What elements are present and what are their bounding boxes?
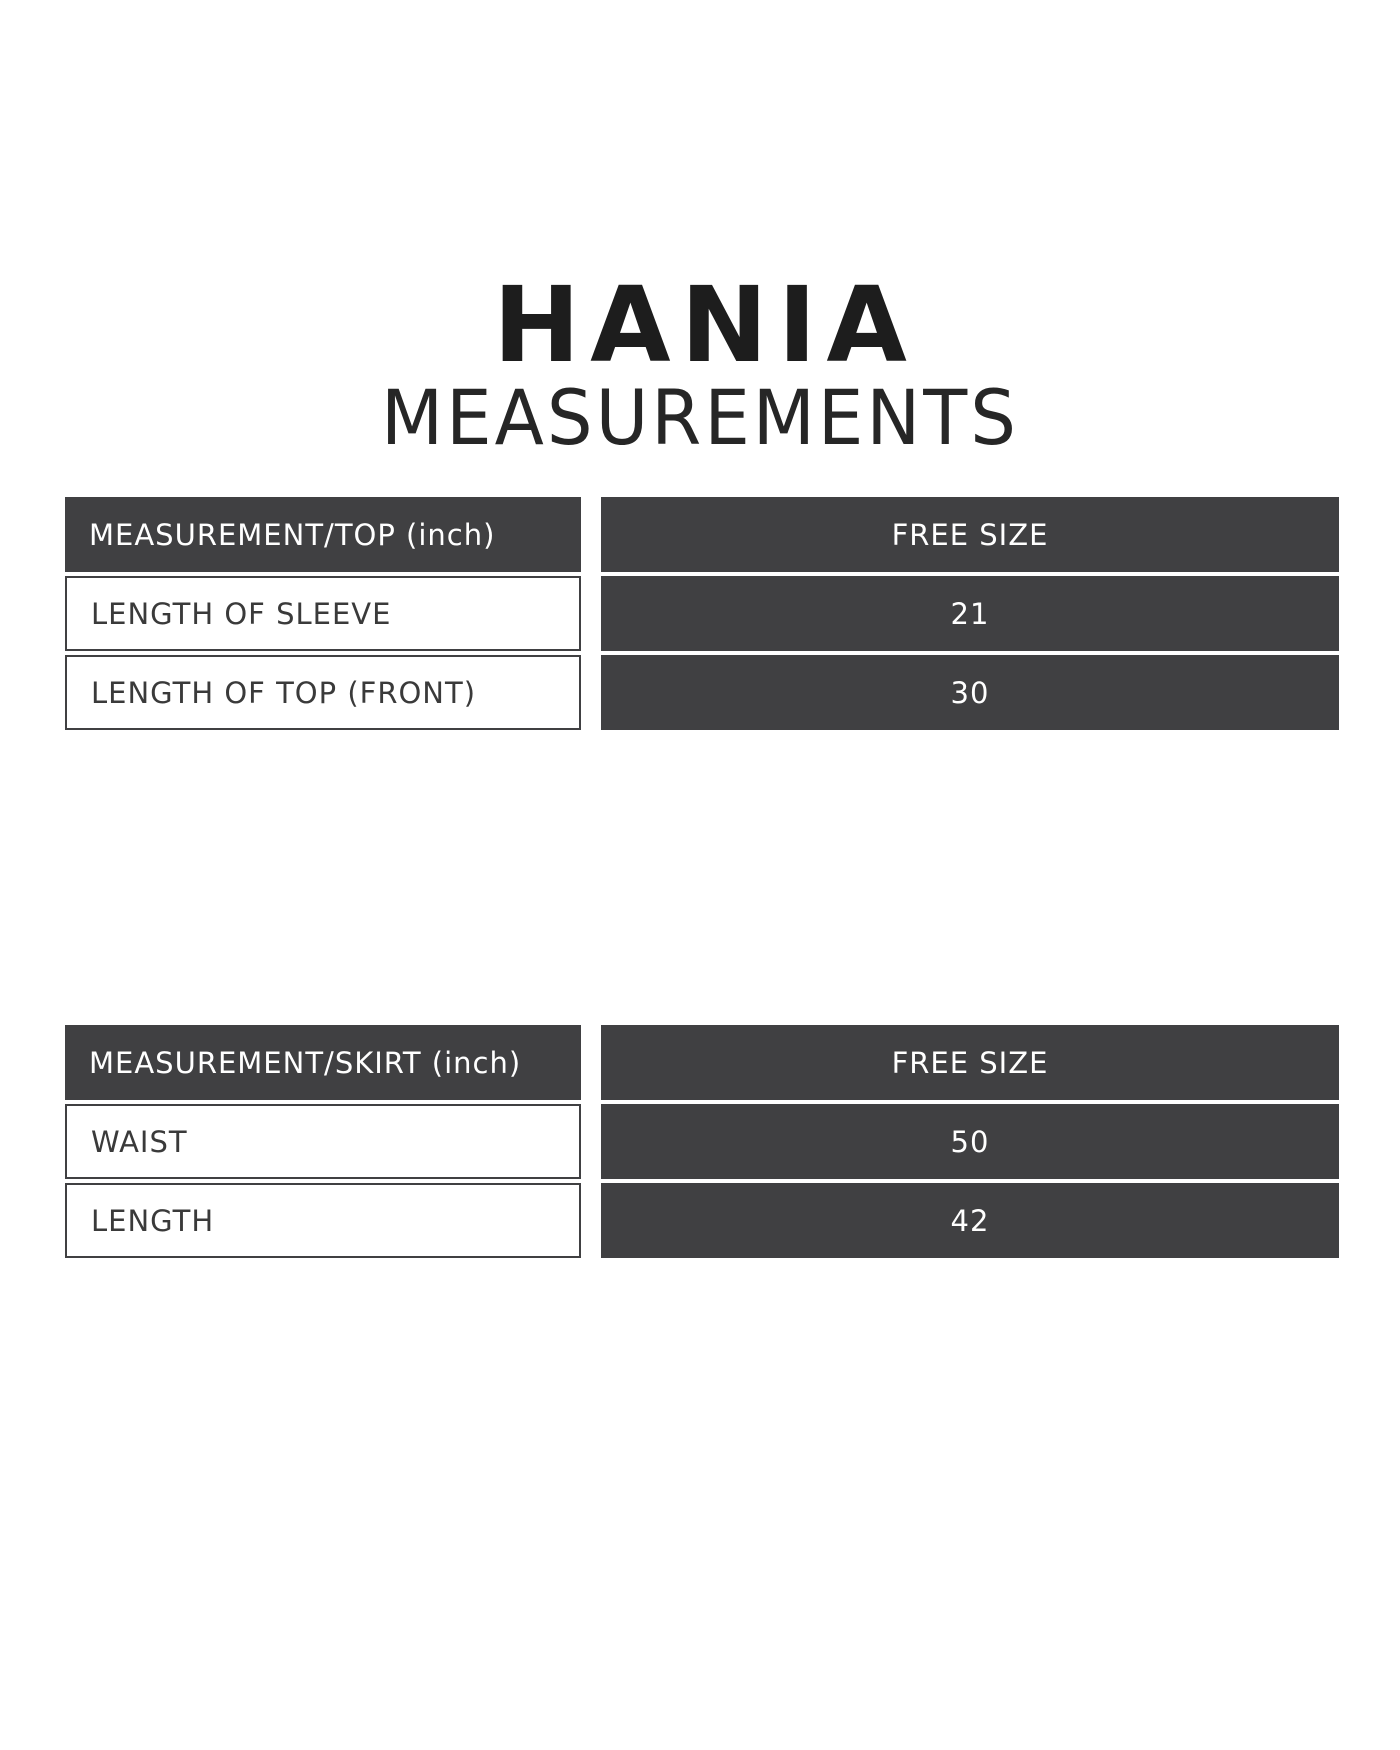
- table-row: [65, 1104, 1339, 1179]
- measurement-label: LENGTH OF SLEEVE: [65, 576, 581, 651]
- page-subtitle: MEASUREMENTS: [381, 373, 1019, 463]
- top-measurements-table: [65, 497, 1339, 734]
- measurement-value: 42: [601, 1183, 1339, 1258]
- column-header-size: FREE SIZE: [601, 1025, 1339, 1100]
- skirt-measurements-table: [65, 1025, 1339, 1262]
- column-header-size: FREE SIZE: [601, 497, 1339, 572]
- measurement-label: WAIST: [65, 1104, 581, 1179]
- table-row: [65, 576, 1339, 651]
- table-header-row: [65, 1025, 1339, 1100]
- brand-title: HANIA: [493, 264, 917, 386]
- measurement-label: LENGTH OF TOP (FRONT): [65, 655, 581, 730]
- title-block: [0, 264, 1400, 463]
- column-header-measurement: MEASUREMENT/SKIRT (inch): [65, 1025, 581, 1100]
- measurement-value: 50: [601, 1104, 1339, 1179]
- measurement-label: LENGTH: [65, 1183, 581, 1258]
- table-header-row: [65, 497, 1339, 572]
- measurement-value: 21: [601, 576, 1339, 651]
- table-row: [65, 655, 1339, 730]
- table-row: [65, 1183, 1339, 1258]
- measurement-value: 30: [601, 655, 1339, 730]
- column-header-measurement: MEASUREMENT/TOP (inch): [65, 497, 581, 572]
